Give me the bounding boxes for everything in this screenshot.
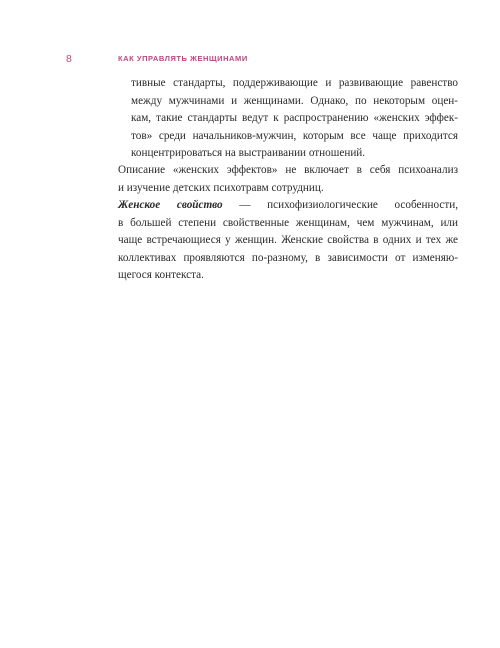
paragraph-description [118, 162, 458, 197]
indented-paragraph [131, 75, 458, 163]
text-line: тивные стандарты, поддерживающие и развивающие равенство [131, 77, 458, 89]
page-header [66, 52, 460, 66]
text-line: в большей степени свойственные женщинам, чем мужчинам, или [118, 216, 458, 229]
definition-text: — психофизиологические особенности, [222, 199, 458, 211]
text-line: Описание «женских эффектов» не включает в себя психоанализ [118, 164, 458, 176]
page-number: 8 [66, 53, 72, 65]
running-title: КАК УПРАВЛЯТЬ ЖЕНЩИНАМИ [118, 54, 248, 63]
text-line: коллективах проявляются по-разному, в зависимости от изменяю- [118, 251, 458, 264]
text-line: тов» среди начальников-мужчин, которым все чаще приходится [131, 129, 458, 142]
paragraph-definition [118, 197, 458, 285]
defined-term: Женское свойство [118, 199, 223, 211]
text-line: кам, такие стандарты ведут к распространению «женских эффек- [131, 112, 458, 124]
text-line: чаще встречающиеся у женщин. Женские свойства в одних и тех же [118, 234, 458, 246]
definition-first-line [118, 197, 458, 215]
text-line: и изучение детских психотравм сотрудниц. [118, 181, 324, 194]
text-line: щегося контекста. [118, 269, 204, 281]
text-line: между мужчинами и женщинами. Однако, по некоторым оцен- [131, 94, 458, 107]
text-line: концентрироваться на выстраивании отношений. [131, 147, 366, 159]
